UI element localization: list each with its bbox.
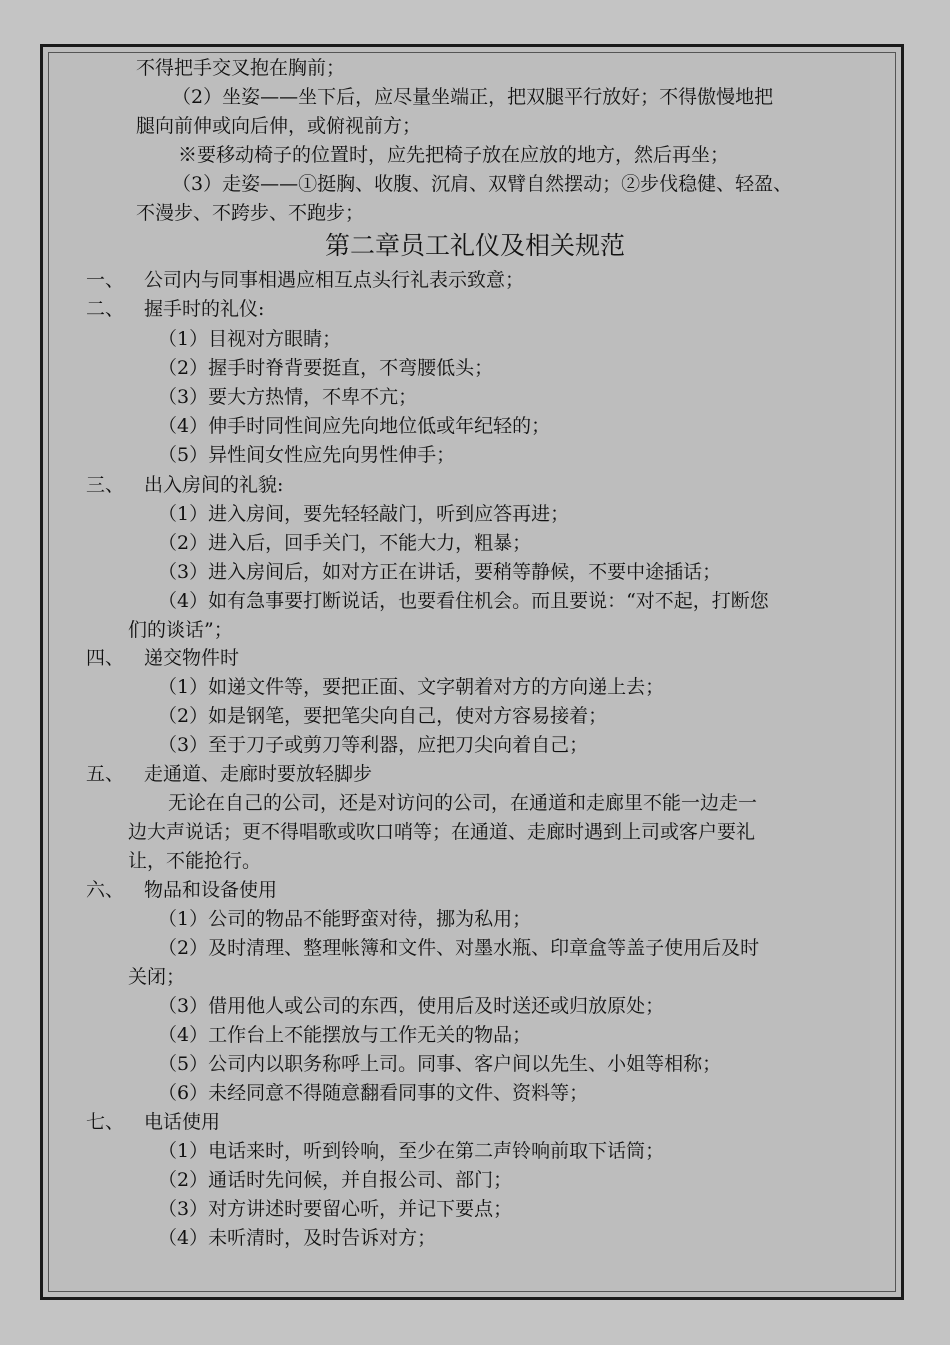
list-item: （5）异性间女性应先向男性伸手；	[158, 444, 456, 466]
list-item: （1）如递文件等，要把正面、文字朝着对方的方向递上去；	[158, 676, 665, 698]
list-item: （3）对方讲述时要留心听，并记下要点；	[158, 1198, 513, 1220]
section-heading	[86, 473, 283, 497]
intro-line: （2）坐姿——坐下后，应尽量坐端正，把双腿平行放好；不得傲慢地把	[172, 86, 774, 108]
section-title: 公司内与同事相遇应相互点头行礼表示致意；	[144, 269, 525, 291]
section-number: 二、	[86, 298, 125, 320]
paragraph-line: 让，不能抢行。	[128, 850, 262, 872]
section-heading	[86, 762, 372, 786]
list-item: （5）公司内以职务称呼上司。同事、客户间以先生、小姐等相称；	[158, 1053, 722, 1075]
paragraph-line: 边大声说话；更不得唱歌或吹口哨等；在通道、走廊时遇到上司或客户要礼	[128, 821, 756, 843]
intro-line: 腿向前伸或向后伸，或俯视前方；	[136, 115, 422, 137]
section-number: 三、	[86, 474, 125, 496]
section-title: 电话使用	[144, 1111, 221, 1133]
section-heading	[86, 646, 239, 670]
intro-line: （3）走姿——①挺胸、收腹、沉肩、双臂自然摆动；②步伐稳健、轻盈、	[172, 173, 793, 195]
section-number: 四、	[86, 647, 125, 669]
list-item: （4）未听清时，及时告诉对方；	[158, 1227, 437, 1249]
section-heading	[86, 878, 277, 902]
list-item: （3）至于刀子或剪刀等利器，应把刀尖向着自己；	[158, 734, 589, 756]
list-item: （1）电话来时，听到铃响，至少在第二声铃响前取下话筒；	[158, 1140, 665, 1162]
section-title: 走通道、走廊时要放轻脚步	[144, 763, 373, 785]
list-item: （3）借用他人或公司的东西，使用后及时送还或归放原处；	[158, 995, 665, 1017]
section-heading	[86, 1110, 220, 1134]
section-number: 六、	[86, 879, 125, 901]
paragraph-line: 无论在自己的公司，还是对访问的公司，在通道和走廊里不能一边走一	[168, 792, 758, 814]
list-item: （3）进入房间后，如对方正在讲话，要稍等静候，不要中途插话；	[158, 561, 722, 583]
list-item: （4）伸手时同性间应先向地位低或年纪轻的；	[158, 415, 551, 437]
list-item: （2）进入后，回手关门，不能大力，粗暴；	[158, 532, 532, 554]
section-title: 物品和设备使用	[144, 879, 278, 901]
list-item: 们的谈话”；	[128, 619, 233, 641]
section-heading	[86, 297, 264, 321]
intro-line: 不漫步、不跨步、不跑步；	[136, 202, 365, 224]
intro-line: 不得把手交叉抱在胸前；	[136, 57, 346, 79]
section-title: 握手时的礼仪:	[144, 298, 265, 320]
section-heading	[86, 268, 524, 292]
list-item: （4）如有急事要打断说话，也要看住机会。而且要说：“对不起，打断您	[158, 590, 769, 612]
list-item: （2）握手时脊背要挺直，不弯腰低头；	[158, 357, 494, 379]
list-item: （3）要大方热情，不卑不亢；	[158, 386, 418, 408]
list-item: （2）通话时先问候，并自报公司、部门；	[158, 1169, 513, 1191]
list-item: 关闭；	[128, 966, 186, 988]
intro-line: ※要移动椅子的位置时，应先把椅子放在应放的地方，然后再坐；	[178, 144, 730, 166]
list-item: （6）未经同意不得随意翻看同事的文件、资料等；	[158, 1082, 589, 1104]
list-item: （2）如是钢笔，要把笔尖向自己，使对方容易接着；	[158, 705, 608, 727]
list-item: （1）进入房间，要先轻轻敲门，听到应答再进；	[158, 503, 570, 525]
list-item: （4）工作台上不能摆放与工作无关的物品；	[158, 1024, 532, 1046]
section-title: 出入房间的礼貌:	[144, 474, 284, 496]
list-item: （2）及时清理、整理帐簿和文件、对墨水瓶、印章盒等盖子使用后及时	[158, 937, 760, 959]
section-number: 七、	[86, 1111, 125, 1133]
list-item: （1）目视对方眼睛；	[158, 328, 342, 350]
chapter-title: 第二章员工礼仪及相关规范	[324, 231, 625, 260]
list-item: （1）公司的物品不能野蛮对待，挪为私用；	[158, 908, 532, 930]
section-number: 五、	[86, 763, 125, 785]
section-number: 一、	[86, 269, 125, 291]
section-title: 递交物件时	[144, 647, 240, 669]
